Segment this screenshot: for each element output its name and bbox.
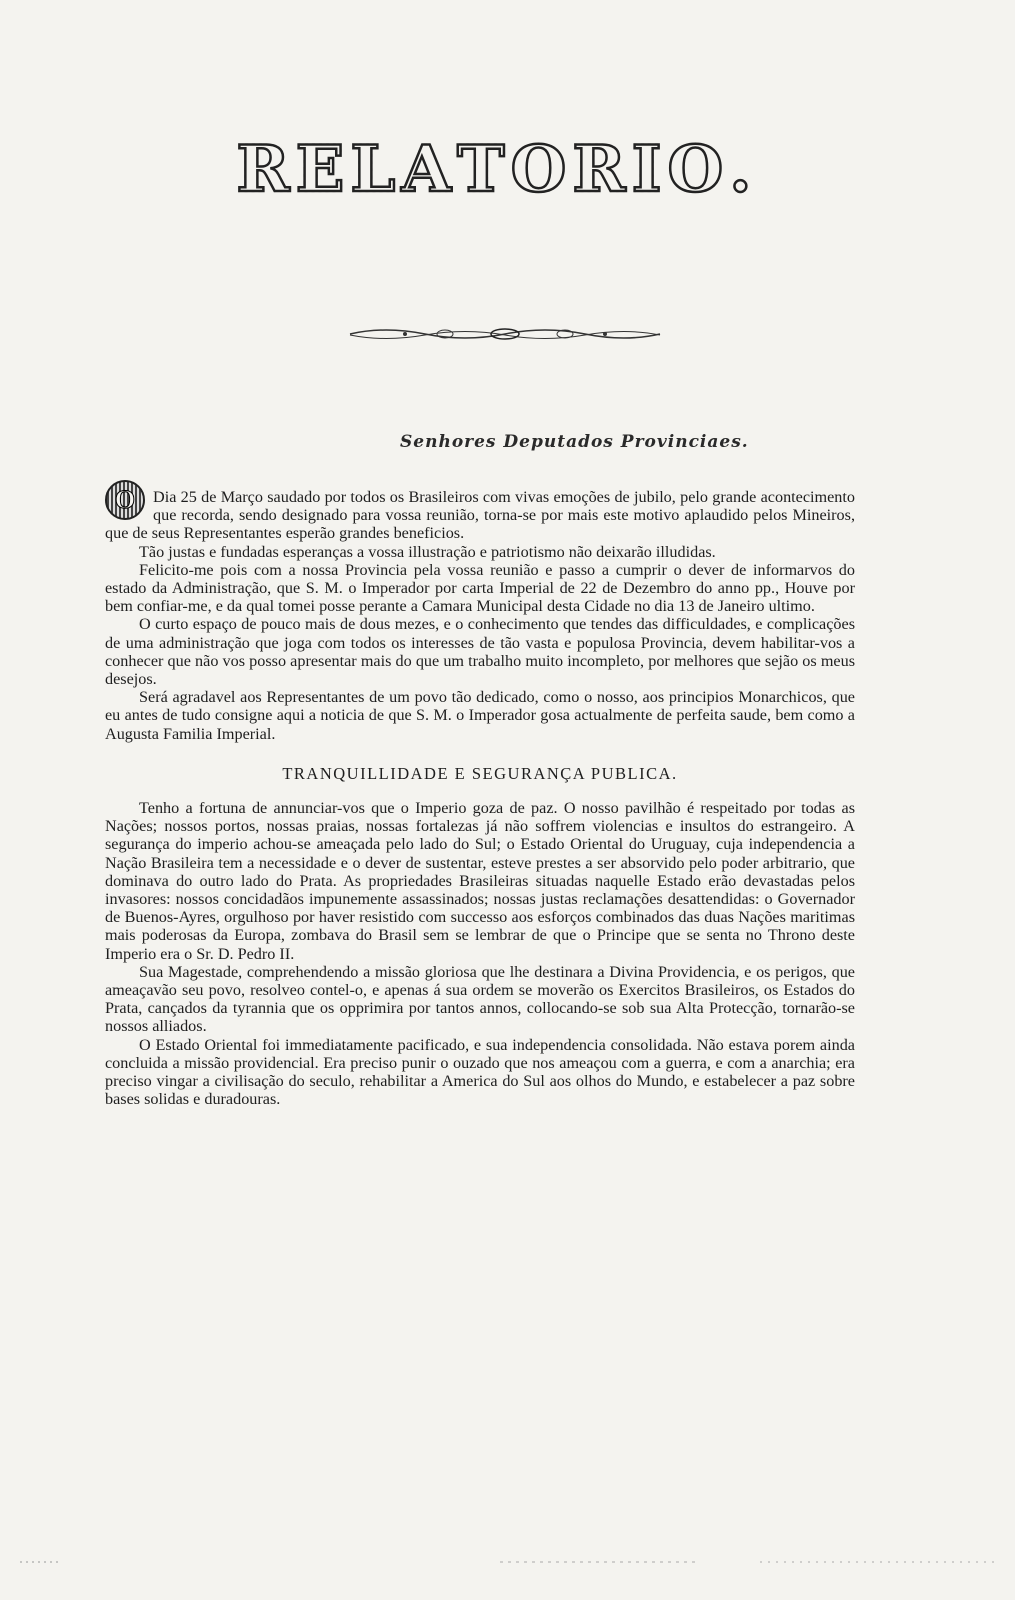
dropcap-letter: O: [114, 484, 136, 514]
paragraph: [105, 484, 855, 543]
title-letter: L: [350, 132, 398, 207]
document-title: [205, 130, 785, 210]
title-letter: R: [572, 132, 628, 207]
paragraph: Felicito-me pois com a nossa Provincia pela vossa reunião e passo a cumprir o dever de informarvos do estado da Administração, que S. M. o Imperador por carta Imperial de 22 de Dezembro do anno pp., Houve por bem confiar-me, e da qual tomei posse perante a Camara Municipal desta Cidade no dia 13 de Janeiro ultimo.: [105, 560, 855, 616]
title-letter: E: [295, 132, 347, 207]
title-letter: I: [631, 132, 664, 207]
paragraph-text: Dia 25 de Março saudado por todos os Brasileiros com vivas emoções de jubilo, pelo grande acontecimento que recorda, sendo designado para vossa reunião, torna-se por mais este motivo aplaudido pelos Mineiros, que de seus Representantes esperão grandes beneficios.: [105, 488, 855, 543]
section-heading: TRANQUILLIDADE E SEGURANÇA PUBLICA.: [282, 763, 678, 783]
dropcap-ornament: [105, 480, 145, 520]
title-letter: .: [729, 132, 754, 207]
title-letter: O: [510, 132, 569, 207]
paragraph: Será agradavel aos Representantes de um povo tão dedicado, como o nosso, aos principios Monarchicos, que eu antes de tudo consigne aqui a noticia de que S. M. o Imperador gosa actualmente de perfeita saude, bem como a Augusta Familia Imperial.: [105, 688, 855, 743]
ornamental-rule: [345, 324, 665, 344]
title-letter: R: [236, 132, 292, 207]
paragraph: O curto espaço de pouco mais de dous mezes, e o conhecimento que tendes das difficuldades, e complicações de uma administração que joga com todos os interesses de tão vasta e populosa Provincia, devem habilitar-vos a conhecer que não vos posso apresentar mais do que um trabalho muito incompleto, por melhores que sejão os meus desejos.: [105, 615, 855, 689]
salutation: Senhores Deputados Provinciaes.: [400, 432, 749, 452]
page-edge-marks: [0, 1560, 1015, 1590]
title-letter: A: [401, 132, 454, 207]
paragraph: Sua Magestade, comprehendendo a missão gloriosa que lhe destinara a Divina Providencia, e os perigos, que ameaçavão seu povo, resolveo contel-o, e apenas á sua ordem se moverão os Exercitos Brasileiros, os Estados do Prata, cançados da tyrannia que os opprimira por tantos annos, collocando-se sob sua Alta Protecção, tornarão-se nossos alliados.: [105, 962, 855, 1036]
paragraph: O Estado Oriental foi immediatamente pacificado, e sua independencia consolidada. Não estava porem ainda concluida a missão providencial. Era preciso punir o ouzado que nos ameaçou com a guerra, e com a anarchia; era preciso vingar a civilisação do seculo, rehabilitar a America do Sul aos olhos do Mundo, e estabelecer a paz sobre bases solidas e duradouras.: [105, 1035, 855, 1109]
paragraph: Tenho a fortuna de annunciar-vos que o Imperio goza de paz. O nosso pavilhão é respeitado por todas as Nações; nossos portos, nossas praias, nossas fortalezas já não soffrem violencias e insultos do estrangeiro. A segurança do imperio achou-se ameaçada pelo lado do Sul; o Estado Oriental do Uruguay, cuja independencia a Nação Brasileira tem a necessidade e o dever de sustentar, esteve prestes a ser absorvido pelo poder arbitrario, que dominava do outro lado do Prata. As propriedades Brasileiras situadas naquelle Estado erão devastadas pelos invasores: nossos concidadãos impunemente assassinados; nossas justas reclamações desattendidas: o Governador de Buenos-Ayres, orgulhoso por haver resistido com successo aos esforços combinados das duas Nações maritimas mais poderosas da Europa, zombava do Brasil sem se lembrar de que o Principe que se senta no Throno deste Imperio era o Sr. D. Pedro II.: [105, 799, 855, 963]
paragraph: Tão justas e fundadas esperanças a vossa illustração e patriotismo não deixarão illudidas.: [139, 542, 716, 561]
title-letter: T: [457, 132, 507, 207]
title-letter: O: [667, 132, 726, 207]
document-body: [105, 484, 855, 1109]
